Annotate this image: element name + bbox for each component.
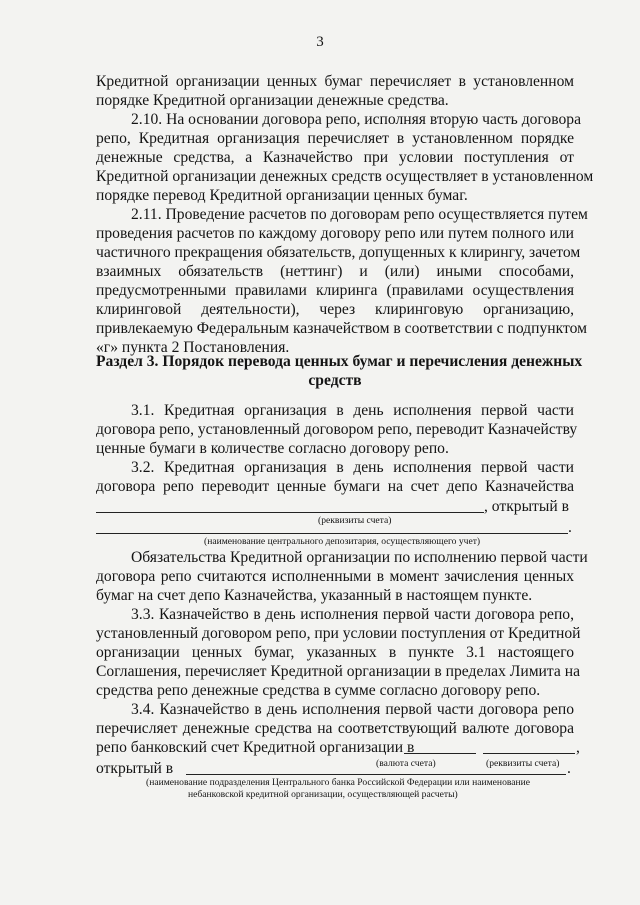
opened-in-text: , открытый в — [484, 498, 569, 515]
paragraph-3-3-line: организации ценных бумаг, указанных в пункте 3.1 настоящего — [96, 644, 574, 661]
depository-caption: (наименование центрального депозитария, осуществляющего учет) — [204, 536, 481, 547]
section-title: Раздел 3. Порядок перевода ценных бумаг и перечисления денежных — [96, 353, 583, 370]
obligations-paragraph-line: Обязательства Кредитной организации по исполнению первой части — [131, 549, 588, 566]
paragraph-3-1-line: договора репо, установленный договором репо, переводит Казначейству — [96, 421, 578, 438]
paragraph-3-2-line: договора репо переводит ценные бумаги на счет депо Казначейства — [96, 478, 574, 495]
section-title: средств — [308, 372, 362, 389]
paragraph-3-3-line: установленный договором репо, при условии поступления от Кредитной — [96, 625, 581, 642]
period-mark: . — [568, 519, 572, 536]
paragraph-3-1-line: ценные бумаги в количестве согласно договору репо. — [96, 440, 449, 457]
division-name-blank — [186, 774, 566, 775]
text-line: Кредитной организации ценных бумаг перечисляет в установленном — [96, 73, 574, 90]
currency-blank — [404, 753, 476, 754]
paragraph-2-11-line: привлекаемую Федеральным казначейством в соответствии с подпунктом — [96, 320, 587, 337]
paragraph-2-10-line: денежные средства, а Казначейство при условии поступления от — [96, 149, 574, 166]
comma-mark: , — [576, 739, 580, 756]
obligations-paragraph-line: бумаг на счет депо Казначейства, указанный в настоящем пункте. — [96, 587, 533, 604]
obligations-paragraph-line: договора репо считаются исполненными в момент зачисления ценных — [96, 568, 574, 585]
paragraph-3-3-line: средства репо денежные средства в сумме согласно договору репо. — [96, 682, 541, 699]
division-caption-line: (наименование подразделения Центрального банка Российской Федерации или наименование — [146, 777, 531, 788]
paragraph-2-11-line: предусмотренными правилами клиринга (правилами осуществления — [96, 282, 574, 299]
paragraph-2-11-line: проведения расчетов по каждому договору репо или путем полного или — [96, 225, 574, 242]
depository-name-blank — [96, 533, 568, 534]
requisites-blank — [483, 753, 575, 754]
paragraph-2-10-line: репо, Кредитная организация перечисляет в установленном порядке — [96, 130, 574, 147]
paragraph-2-11-line: «г» пункта 2 Постановления. — [96, 339, 290, 356]
paragraph-2-10-line: 2.10. На основании договора репо, исполняя вторую часть договора — [131, 111, 581, 128]
paragraph-2-10-line: порядке перевод Кредитной организации ценных бумаг. — [96, 187, 468, 204]
requisites-caption: (реквизиты счета) — [486, 758, 560, 769]
paragraph-2-11-line: взаимных обязательств (неттинг) и (или) иными способами, — [96, 263, 574, 280]
paragraph-3-4-line: перечисляет денежные средства на соответствующий валюте договора — [96, 720, 574, 737]
paragraph-3-3-line: Соглашения, перечисляет Кредитной организации в пределах Лимита на — [96, 663, 580, 680]
page-number: 3 — [316, 34, 324, 50]
paragraph-2-10-line: Кредитной организации денежных средств осуществляет в установленном — [96, 168, 594, 185]
paragraph-3-3-line: 3.3. Казначейство в день исполнения первой части договора репо, — [131, 606, 574, 623]
paragraph-2-11-line: 2.11. Проведение расчетов по договорам репо осуществляется путем — [131, 206, 588, 223]
opened-in-label: открытый в — [96, 760, 174, 777]
paragraph-3-4-line: 3.4. Казначейство в день исполнения первой части договора репо — [131, 701, 574, 718]
account-requisites-blank — [96, 512, 484, 513]
paragraph-2-11-line: частичного прекращения обязательств, допущенных к клирингу, зачетом — [96, 244, 581, 261]
division-caption-line: небанковской кредитной организации, осуществляющей расчеты) — [188, 789, 458, 800]
paragraph-3-4-line: репо банковский счет Кредитной организации в — [96, 739, 415, 756]
currency-caption: (валюта счета) — [376, 758, 436, 769]
paragraph-3-2-line: 3.2. Кредитная организация в день исполнения первой части — [131, 459, 574, 476]
paragraph-3-1-line: 3.1. Кредитная организация в день исполнения первой части — [131, 402, 574, 419]
text-line: порядке Кредитной организации денежные средства. — [96, 92, 449, 109]
account-requisites-caption: (реквизиты счета) — [318, 515, 392, 526]
paragraph-2-11-line: клиринговой деятельности), через клиринговую организацию, — [96, 301, 574, 318]
period-mark: . — [567, 760, 571, 777]
